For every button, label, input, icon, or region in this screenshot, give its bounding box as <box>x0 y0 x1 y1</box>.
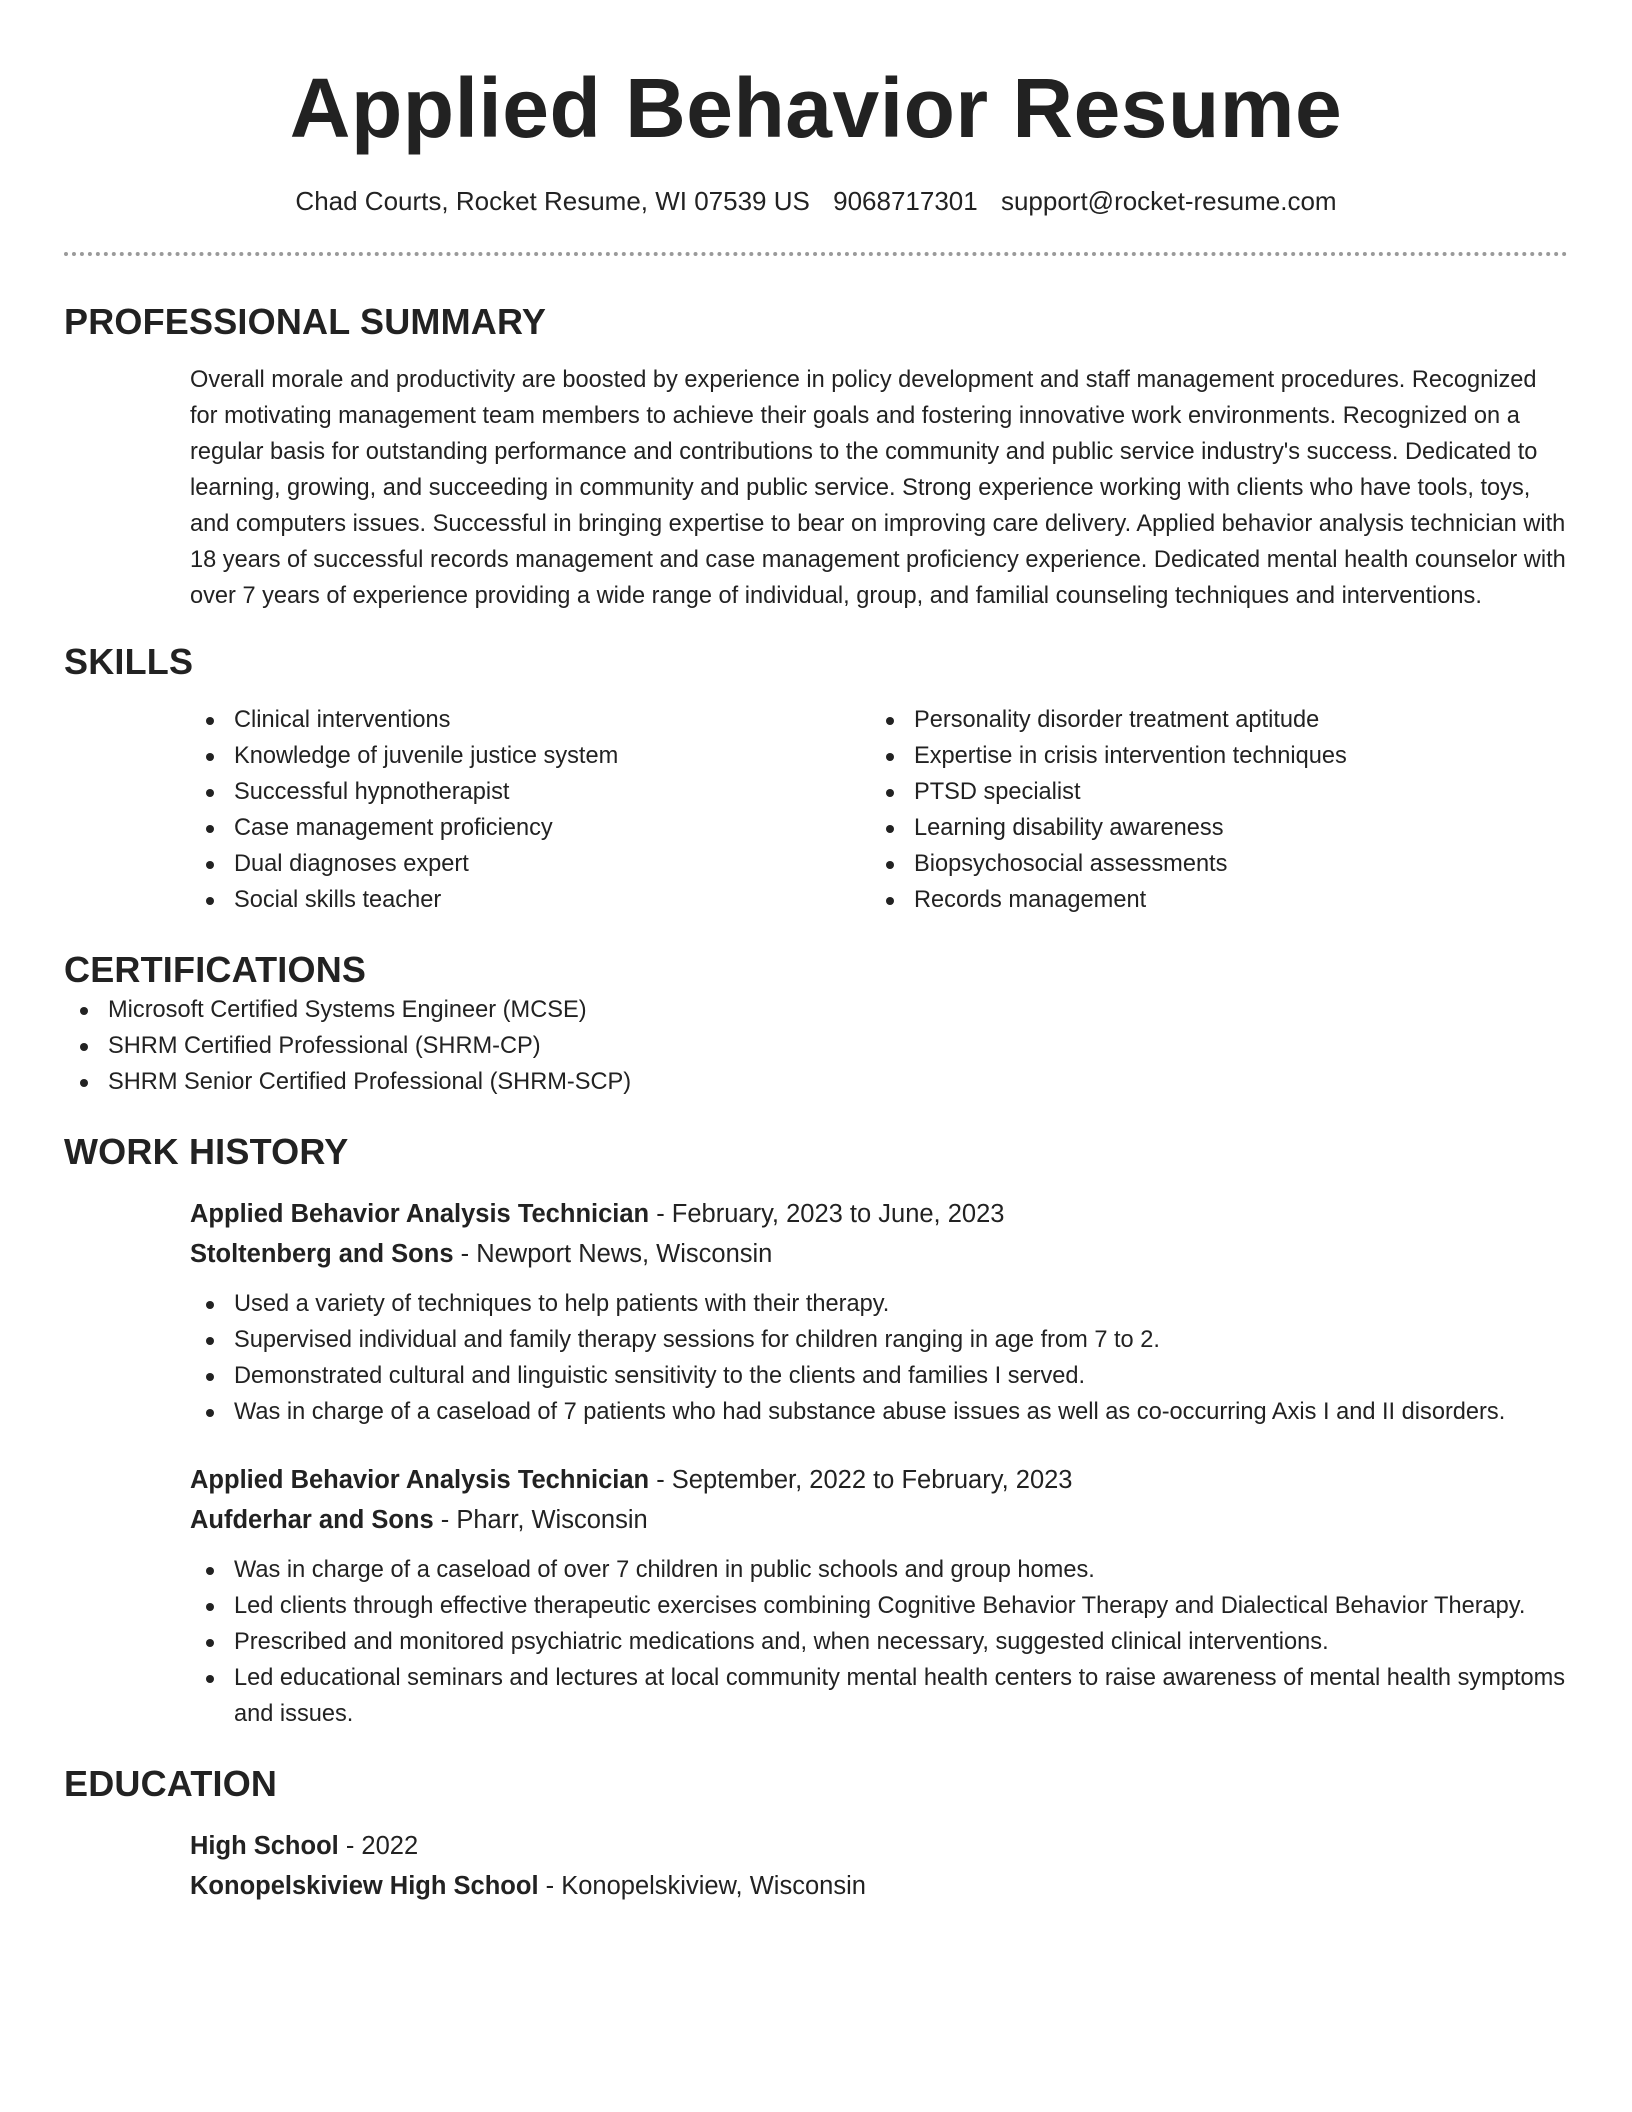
contact-line <box>64 184 1568 218</box>
skill-item: Clinical interventions <box>190 702 870 738</box>
job-duty-item: Led educational seminars and lectures at local community mental health centers to raise awareness of mental health symptoms and issues. <box>190 1660 1568 1732</box>
skill-item: Successful hypnotherapist <box>190 774 870 810</box>
skills-list-left <box>190 702 870 918</box>
job-company: Aufderhar and Sons <box>190 1506 434 1534</box>
job-duty-item: Used a variety of techniques to help patients with their therapy. <box>190 1286 1568 1322</box>
certifications-list <box>64 992 1568 1100</box>
job-duty-item: Demonstrated cultural and linguistic sensitivity to the clients and families I served. <box>190 1358 1568 1394</box>
education-degree-line <box>190 1826 1568 1866</box>
header-divider <box>64 252 1568 256</box>
skills-list-right <box>870 702 1550 918</box>
skill-item: PTSD specialist <box>870 774 1550 810</box>
job-duty-item: Supervised individual and family therapy sessions for children ranging in age from 7 to 2. <box>190 1322 1568 1358</box>
summary-text: Overall morale and productivity are boosted by experience in policy development and staff management procedures. Recognized for motivating management team members to achieve their goals and fostering innovative work environments. Recognized on a regular basis for outstanding performance and contributions to the community and public service industry's success. Dedicated to learning, growing, and succeeding in community and public service. Strong experience working with clients who have tools, toys, and computers issues. Successful in bringing expertise to bear on improving care delivery. Applied behavior analysis technician with 18 years of successful records management and case management proficiency experience. Dedicated mental health counselor with over 7 years of experience providing a wide range of individual, group, and familial counseling techniques and interventions. <box>190 367 1566 609</box>
job-dates: - February, 2023 to June, 2023 <box>649 1200 1005 1228</box>
job-duty-item: Was in charge of a caseload of over 7 children in public schools and group homes. <box>190 1552 1568 1588</box>
skills-columns <box>190 702 1568 918</box>
job-duties-list <box>190 1552 1568 1732</box>
education-entry <box>190 1826 1568 1906</box>
job-location: - Newport News, Wisconsin <box>453 1240 773 1268</box>
professional-summary-section <box>64 300 1568 614</box>
certifications-section <box>64 948 1568 1100</box>
job-title: Applied Behavior Analysis Technician <box>190 1466 650 1494</box>
section-heading-certifications: CERTIFICATIONS <box>64 949 367 990</box>
job-entry <box>190 1194 1568 1430</box>
contact-address: Chad Courts, Rocket Resume, WI 07539 US <box>295 186 810 216</box>
job-company: Stoltenberg and Sons <box>190 1240 454 1268</box>
skill-item: Social skills teacher <box>190 882 870 918</box>
skill-item: Dual diagnoses expert <box>190 846 870 882</box>
job-duty-item: Led clients through effective therapeutic exercises combining Cognitive Behavior Therapy and Dialectical Behavior Therapy. <box>190 1588 1568 1624</box>
job-company-line <box>190 1234 1568 1274</box>
skill-item: Knowledge of juvenile justice system <box>190 738 870 774</box>
skill-item: Records management <box>870 882 1550 918</box>
job-entry <box>190 1460 1568 1732</box>
education-degree: High School <box>190 1832 339 1860</box>
job-duty-item: Prescribed and monitored psychiatric medications and, when necessary, suggested clinical interventions. <box>190 1624 1568 1660</box>
skill-item: Case management proficiency <box>190 810 870 846</box>
resume-page <box>64 0 1568 1906</box>
section-heading-education: EDUCATION <box>64 1763 278 1804</box>
certification-item: SHRM Senior Certified Professional (SHRM-SCP) <box>64 1064 1568 1100</box>
certification-item: SHRM Certified Professional (SHRM-CP) <box>64 1028 1568 1064</box>
education-year: - 2022 <box>338 1832 419 1860</box>
job-title: Applied Behavior Analysis Technician <box>190 1200 650 1228</box>
job-duty-item: Was in charge of a caseload of 7 patients who had substance abuse issues as well as co-occurring Axis I and II disorders. <box>190 1394 1568 1430</box>
section-heading-skills: SKILLS <box>64 641 194 682</box>
section-heading-summary: PROFESSIONAL SUMMARY <box>64 301 547 342</box>
job-location: - Pharr, Wisconsin <box>433 1506 648 1534</box>
job-title-line <box>190 1460 1568 1500</box>
certification-item: Microsoft Certified Systems Engineer (MCSE) <box>64 992 1568 1028</box>
skill-item: Biopsychosocial assessments <box>870 846 1550 882</box>
job-duties-list <box>190 1286 1568 1430</box>
job-dates: - September, 2022 to February, 2023 <box>649 1466 1073 1494</box>
job-title-line <box>190 1194 1568 1234</box>
section-heading-work: WORK HISTORY <box>64 1131 349 1172</box>
education-section <box>64 1762 1568 1906</box>
skills-section <box>64 640 1568 918</box>
skill-item: Expertise in crisis intervention techniques <box>870 738 1550 774</box>
resume-title: Applied Behavior Resume <box>289 61 1343 155</box>
contact-email: support@rocket-resume.com <box>1000 186 1337 216</box>
skill-item: Learning disability awareness <box>870 810 1550 846</box>
skill-item: Personality disorder treatment aptitude <box>870 702 1550 738</box>
contact-phone: 9068717301 <box>833 186 978 216</box>
job-company-line <box>190 1500 1568 1540</box>
education-location: - Konopelskiview, Wisconsin <box>538 1872 866 1900</box>
education-school-line <box>190 1866 1568 1906</box>
education-school: Konopelskiview High School <box>190 1872 539 1900</box>
work-history-section <box>64 1130 1568 1732</box>
